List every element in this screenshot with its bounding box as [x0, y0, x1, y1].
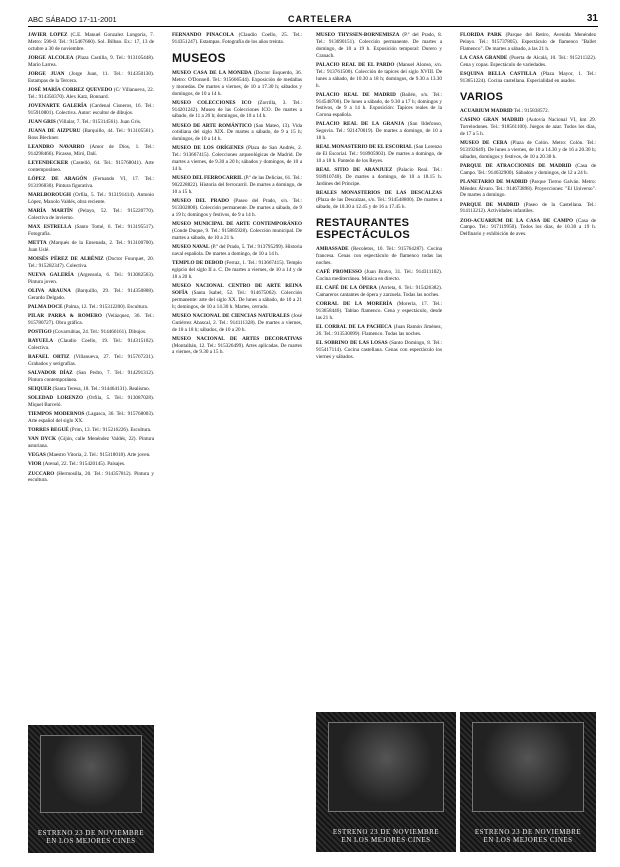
- listing-details: (Barquillo, 29. Tel.: 914350808). Gerardo Delgado.: [28, 288, 154, 301]
- ad-text: [464, 828, 592, 844]
- listing-details: (José Gutiérrez Abascal, 2. Tel.: 914111328). De martes a viernes, de 10 a 18 h; sábados, de 10 a 20 h.: [172, 312, 302, 333]
- listing-name: MUSEO COLECCIONES ICO: [172, 99, 252, 106]
- listing-details: (Conde Duque, 9. Tel.: 915885928). Colección municipal. De martes a sábado, de 10 a 21 h.: [172, 227, 302, 241]
- listing-entry: [28, 32, 154, 53]
- listing-details: (Villalar, 7. Tel.: 915314561). Juan Gris.: [57, 118, 142, 125]
- listing-entry: [460, 55, 596, 69]
- listing-entry: [172, 145, 302, 173]
- listing-entry: [28, 395, 154, 409]
- listing-name: MAX ESTRELLA: [28, 224, 72, 230]
- listing-details: (San Lorenzo de El Escorial. Tel.: 918905903). De martes a domingo, de 10 a 18 h. Panteón de los Reyes.: [316, 144, 442, 165]
- listing-name: JORGE JUAN: [28, 70, 65, 77]
- listing-entry: [28, 354, 154, 368]
- listing-details: (Plaza de las Descalzas, s/n. Tel.: 914548800). De martes a sábado, de 10.30 a 12.45 y de 16 a 17.45 h.: [316, 197, 442, 210]
- ad-text-line1: ESTRENO 23 DE NOVIEMBRE: [37, 829, 145, 837]
- listing-details: (Covarrubias, 24. Tel.: 914466161). Dibujos.: [52, 329, 147, 336]
- listing-name: NUEVA GALERÍA: [28, 272, 74, 278]
- listing-name: OLIVA ARAUNA: [28, 288, 71, 294]
- listing-details: (Doctor Fourquet, 20. Tel.: 915282347). Colectiva.: [28, 256, 154, 269]
- ad-image: [40, 735, 142, 813]
- listing-entry: [28, 128, 154, 142]
- listing-name: PALACIO REAL DE EL PARDO: [316, 61, 395, 68]
- listing-details: (Pelayo, 52. Tel.: 915220770). Colectiva de invierno.: [28, 208, 154, 221]
- listing-details: (Puerta de Alcalá, 10. Tel.: 915211322). Cena y copas. Espectáculo de variedades.: [460, 54, 596, 68]
- listing-details: (Plaza de Colón. Metro: Colón. Tel.: 913192649). De lunes a viernes, de 10 a 14.30 y de 16 a 20.30 h; sábados, domingos y festivos, de 10 a 20.30 h.: [460, 139, 596, 160]
- listing-details: (Autovía Nacional VI, km 29. Torrelodones. Tel.: 918561100). Juegos de azar. Todos los días, de 17 a 5 h.: [460, 116, 596, 137]
- listing-details: (Lagasca, 36. Tel.: 915768003). Arte español del siglo XX.: [28, 411, 154, 425]
- listing-entry: [28, 71, 154, 85]
- listing-details: (San Pedro, 7. Tel.: 914291312). Pintura contemporánea.: [28, 370, 154, 384]
- listing-details: (Juan Ramón Jiménez, 26. Tel.: 913530099). Flamenco. Todas las noches.: [316, 323, 442, 337]
- listing-entry: [28, 452, 154, 459]
- listing-details: (Argensola, 6. Tel.: 913082563). Pintura joven.: [28, 272, 154, 285]
- listing-entry: [316, 246, 442, 267]
- listing-name: JAVIER LÓPEZ: [28, 32, 68, 38]
- listing-entry: [28, 461, 154, 468]
- listing-name: POSTIGO: [28, 329, 52, 336]
- listing-name: EL CORRAL DE LA PACHECA: [316, 323, 392, 330]
- listing-name: CAFÉ PROMESSO: [316, 268, 362, 275]
- section-title-line1: RESTAURANTES: [316, 216, 410, 229]
- listing-entry: [28, 370, 154, 384]
- listing-details: (Prim, 13. Tel.: 915216226). Escultura.: [70, 427, 152, 434]
- listing-name: MUSEO DEL PRADO: [172, 198, 229, 205]
- listing-name: LEYENDECKER: [28, 160, 69, 166]
- listing-details: (Castelló, 64. Tel.: 915768041). Arte contemporáneo.: [28, 160, 154, 173]
- intro-entry: [172, 32, 302, 46]
- listing-details: (Gijón, calle Menéndez Valdés, 22). Pintura asturiana.: [28, 436, 154, 450]
- listing-details: (Palma, 12. Tel.: 915312200). Escultura.: [63, 304, 149, 310]
- listing-entry: [460, 140, 596, 161]
- listing-details: (Velázquez, 36. Tel.: 915780727). Obra gráfica.: [28, 313, 154, 326]
- listing-name: LÓPEZ DE ARAGÓN: [28, 176, 88, 182]
- listing-entry: [316, 324, 442, 338]
- listing-name: ZUCCARO: [28, 470, 55, 477]
- page-header: [28, 14, 598, 27]
- listing-details: (P.º del Prado, 5. Tel.: 913795299). Historia naval española. De martes a domingo, de 10 a 14 h.: [172, 243, 302, 257]
- listing-details: (Fernando VI, 17. Tel.: 913196830). Pintura figurativa.: [28, 176, 154, 189]
- listing-entry: [316, 269, 442, 283]
- listing-name: TORRES BEGUÉ: [28, 427, 69, 434]
- listing-details: (Recoletos, 10. Tel.: 915764287). Cocina francesa. Cenas con espectáculo de flamenco todas las noches.: [316, 245, 442, 266]
- listing-details: (Orfila, 5. Tel.: 913191414). Antonio López, Manolo Valdés, obra reciente.: [28, 192, 154, 205]
- listing-entry: [28, 338, 154, 352]
- listing-name: JORGE ALCOLEA: [28, 54, 74, 61]
- listing-name: CORRAL DE LA MORERÍA: [316, 300, 393, 307]
- ad-text: [32, 829, 150, 845]
- listing-name: MUSEO NAVAL: [172, 243, 210, 250]
- listing-entry: [28, 313, 154, 327]
- listing-name: PARQUE DE ATRACCIONES DE MADRID: [460, 162, 572, 169]
- listing-name: PALACIO REAL DE LA GRANJA: [316, 121, 405, 128]
- listing-entry: [316, 301, 442, 322]
- listing-name: RAFAEL ORTIZ: [28, 354, 70, 361]
- listing-details: (Parque Tierno Galván. Metro: Méndez Álvaro. Tel.: 914673898). Proyecciones: "El Universo". De martes a domingo.: [460, 178, 596, 199]
- section-title-line2: ESPECTÁCULOS: [316, 228, 411, 241]
- listing-entry: [316, 167, 442, 188]
- listing-name: LA CASA GRANDE: [460, 54, 508, 61]
- listing-details: (Casa de Campo. Tel.: 917119950). Todos los días, de 10.30 a 19 h. Delfinario y exhibición de aves.: [460, 217, 596, 238]
- listing-entry: [172, 123, 302, 144]
- listing-entry: [28, 272, 154, 286]
- museum-list: [172, 70, 302, 357]
- listing-entry: [172, 336, 302, 357]
- listing-name: EL SOBRINO DE LAS LOSAS: [316, 339, 388, 346]
- listing-details: (Santo Domingo, 8. Tel.: 915417114). Cocina castellana. Cenas con espectáculo los viernes y sábados.: [316, 339, 442, 360]
- listing-entry: [28, 256, 154, 270]
- listing-entry: [316, 32, 442, 60]
- ad-text-line1: ESTRENO 23 DE NOVIEMBRE: [474, 828, 582, 836]
- listing-details: (Paseo del Prado, s/n. Tel.: 913302800). Colección permanente. De martes a sábado, de 9 a 19 h; domingos y festivos, de 9 a 14 h.: [172, 198, 302, 218]
- listing-entry: [28, 176, 154, 190]
- listing-details: (Juan Bravo, 31. Tel.: 914311102). Cocina mediterránea. Música en directo.: [316, 268, 442, 282]
- column-various: [460, 32, 596, 592]
- header-date: ABC SÁBADO 17-11-2001: [28, 15, 117, 24]
- listing-name: AMBASSADE: [316, 245, 349, 252]
- listing-name: MUSEO DE ARTE ROMÁNTICO: [172, 122, 252, 129]
- listing-entry: [460, 108, 596, 115]
- column-galleries: [28, 32, 154, 722]
- listing-entry: [28, 304, 154, 311]
- listing-entry: [172, 260, 302, 281]
- listing-name: MOISÉS PÉREZ DE ALBÉNIZ: [28, 256, 104, 262]
- listing-name: PALACIO REAL DE MADRID: [316, 91, 396, 98]
- intro-entry-name: FERNANDO PINACOLA: [172, 32, 234, 38]
- listing-name: CASINO GRAN MADRID: [460, 116, 524, 123]
- listing-name: MUSEO NACIONAL CENTRO DE ARTE REINA SOFÍA: [172, 282, 302, 296]
- listing-name: MUSEO THYSSEN-BORNEMISZA: [316, 32, 400, 38]
- listing-name: SOLEDAD LORENZO: [28, 395, 84, 402]
- listing-entry: [460, 202, 596, 216]
- listing-entry: [28, 119, 154, 126]
- listing-entry: [172, 100, 302, 121]
- listing-name: JUAN GRIS: [28, 118, 56, 125]
- movie-advertisement-1: [28, 725, 154, 853]
- listing-entry: [460, 117, 596, 138]
- listing-entry: [28, 87, 154, 101]
- listing-details: (Montalbán, 12. Tel.: 915326499). Artes aplicadas. De martes a viernes, de 9.30 a 15 h.: [172, 342, 302, 356]
- listing-entry: [172, 244, 302, 258]
- listing-details: (Hermosilla, 20. Tel.: 914357812). Pintura y escultura.: [28, 470, 154, 484]
- listing-details: (Zorrilla, 3. Tel.: 914201242). Museo de las Colecciones ICO. De martes a sábado, de 11 a 20 h; domingos, de 10 a 14 h.: [172, 99, 302, 120]
- listing-entry: [28, 144, 154, 158]
- listing-name: REAL SITIO DE ARANJUEZ: [316, 167, 393, 174]
- ad-image: [328, 722, 444, 812]
- listing-name: REAL MONASTERIO DE EL ESCORIAL: [316, 144, 413, 151]
- listing-details: (Claudio Coello, 19. Tel.: 914315102). Colectiva.: [28, 338, 154, 352]
- listing-name: METTA: [28, 240, 47, 246]
- venue-list: [460, 32, 596, 85]
- museum-list-cont: [316, 32, 442, 211]
- listing-entry: [28, 471, 154, 485]
- listing-details: (Plaza de San Andrés, 2. Tel.: 913667415). Colecciones arqueológicas de Madrid. De martes a viernes, de 9.30 a 20 h; sábados y domingos, de 10 a 14 h.: [172, 145, 302, 173]
- listing-entry: [460, 163, 596, 177]
- listing-name: REALES MONASTERIOS DE LAS DESCALZAS: [316, 190, 442, 197]
- listing-entry: [28, 288, 154, 302]
- listing-details: (San Ildefonso, Segovia. Tel.: 921470019). De martes a domingo, de 10 a 18 h.: [316, 121, 442, 142]
- listing-details: (San Mateo, 13). Vida cotidiana del siglo XIX. De martes a sábado, de 9 a 15 h; domingos, de 10 a 14 h.: [172, 122, 302, 143]
- listing-entry: [28, 224, 154, 238]
- listing-entry: [316, 62, 442, 90]
- listing-name: PARQUE DE MADRID: [460, 201, 520, 208]
- listing-details: (Cardenal Cisneros, 16. Tel.: 915910801). Colectiva. Autor: escultor de dibujos.: [28, 102, 154, 116]
- listing-entry: [316, 285, 442, 299]
- listing-details: (Palacio Real. Tel.: 918910740). De martes a domingo, de 10 a 18.15 h. Jardines del Príncipe.: [316, 167, 442, 188]
- restaurant-list: [316, 246, 442, 361]
- listing-details: (P.º de las Delicias, 61. Tel.: 902228822). Historia del ferrocarril. De martes a domingo, de 10 a 15 h.: [172, 175, 302, 196]
- listing-details: (Doctor Esquerdo, 36. Metro: O'Donnell. Tel.: 915666544). Exposición de medallas y monedas. De martes a viernes, de 10 a 17.30 h; sábados y domingos, de 10 a 14 h.: [172, 69, 302, 97]
- listing-details: (Ferraz, 1. Tel.: 913667415). Templo egipcio del siglo II a. C. De martes a viernes, de 10 a 14 y de 18 a 20 h.: [172, 259, 302, 280]
- listing-details: (Manuel Alonso, s/n. Tel.: 913761500). Colección de tapices del siglo XVIII. De lunes a sábado, de 10.30 a 18 h; domingos, de 9.30 a 13.30 h.: [316, 61, 442, 89]
- listing-details: (Barquillo, 44. Tel.: 913105561). Ross Bleckner.: [28, 128, 154, 141]
- listing-details: (Bailén, s/n. Tel.: 914548700). De lunes a sábado, de 9.30 a 17 h; domingos y festivos, de 9 a 14 h. Exposición: Tapices reales de la Corona española.: [316, 91, 442, 119]
- column-museums-restaurants: [316, 32, 442, 672]
- listing-details: (C/ Villanueva, 22. Tel.: 914350370). Alex Katz, Bonnard.: [28, 86, 154, 100]
- listing-entry: [316, 121, 442, 142]
- listing-name: MUSEO DE CERA: [460, 139, 508, 146]
- intro-entry-text: (Claudio Coello, 25. Tel.: 914351247). Estampas. Fotografía de los años treinta.: [172, 32, 302, 45]
- listing-entry: [316, 340, 442, 361]
- listing-name: MUSEO NACIONAL DE ARTES DECORATIVAS: [172, 335, 302, 342]
- listing-entry: [28, 55, 154, 69]
- section-title-varios: VARIOS: [460, 90, 504, 103]
- movie-advertisement-2: [316, 712, 456, 852]
- listing-details: (Plaza Castilla, 9. Tel.: 913105448). Mario Larrea.: [28, 54, 154, 68]
- listing-details: (Villanueva, 27. Tel.: 915767231). Grabados y serigrafías.: [28, 354, 154, 368]
- listing-name: ACUARIUM MADRID: [460, 107, 513, 114]
- listing-entry: [172, 313, 302, 334]
- varios-list: [460, 108, 596, 239]
- listing-details: (Jorge Juan, 11. Tel.: 914350130). Estampas de la Tercera.: [28, 70, 154, 84]
- listing-name: ESQUINA BELLA CASTILLA: [460, 70, 537, 77]
- listing-entry: [28, 329, 154, 336]
- listing-name: VEGAS: [28, 452, 46, 459]
- listing-name: RAYUELA: [28, 338, 54, 345]
- page-number: 31: [586, 13, 598, 24]
- listing-entry: [460, 71, 596, 85]
- listing-entry: [172, 70, 302, 98]
- listing-name: VIOR: [28, 461, 42, 468]
- section-name: CARTELERA: [288, 14, 353, 24]
- listing-name: MUSEO NACIONAL DE CIENCIAS NATURALES: [172, 312, 290, 319]
- listing-name: SEIQUER: [28, 386, 52, 393]
- listing-details: (Marqués de la Ensenada, 2. Tel.: 913100700). Juan Uslé.: [28, 240, 154, 253]
- listing-name: EL CAFÉ DE LA ÓPERA: [316, 284, 377, 291]
- listing-name: MUSEO CASA DE LA MONEDA: [172, 69, 252, 76]
- listing-name: MUSEO MUNICIPAL DE ARTE CONTEMPORÁNEO: [172, 221, 302, 228]
- listing-entry: [172, 221, 302, 242]
- listing-entry: [28, 427, 154, 434]
- section-title-museos: MUSEOS: [172, 50, 226, 65]
- listing-name: PLANETARIO DE MADRID: [460, 178, 528, 185]
- listing-entry: [28, 192, 154, 206]
- listing-details: (Santo Tomé, 6. Tel.: 913195517). Fotografía.: [28, 224, 154, 237]
- listing-details: (Morería, 17. Tel.: 913658446). Tablao flamenco. Cena y espectáculo, desde las 21 h.: [316, 300, 442, 321]
- listing-name: TEMPLO DE DEBOD: [172, 259, 224, 266]
- listing-name: JOSÉ MARÍA CORREZ QUEVEDO: [28, 86, 113, 93]
- listing-name: MARÍA MARTÍN: [28, 208, 73, 214]
- listing-entry: [316, 92, 442, 120]
- listing-entry: [28, 208, 154, 222]
- listing-name: JOVENARTE GALERÍA: [28, 102, 87, 109]
- listing-details: (Arenal, 22. Tel.: 915420145). Paisajes.: [42, 461, 126, 468]
- listing-name: MUSEO DE LOS ORÍGENES: [172, 145, 244, 152]
- listing-details: (Plaza Mayor, 1. Tel.: 913651224). Cocina castellana. Especialidad en asados.: [460, 70, 596, 84]
- listing-details: Tel.: 915838572.: [513, 107, 550, 114]
- listing-details: (Arrieta, 6. Tel.: 915426382). Camareros cantantes de ópera y zarzuela. Todas las noches.: [316, 284, 442, 298]
- listing-entry: [172, 198, 302, 219]
- listing-entry: [460, 32, 596, 53]
- listing-entry: [460, 179, 596, 200]
- listing-entry: [28, 160, 154, 174]
- listing-name: MUSEO DEL FERROCARRIL: [172, 175, 243, 182]
- listing-name: PILAR PARRA & ROMERO: [28, 313, 102, 320]
- listing-details: (C.E. Manuel Gonzalez Longoria, 7. Metro: 590-8. Tel.: 915467660). Sol. Bilbao. Ex.: 17, 13 de octubre a 30 de noviembre.: [28, 32, 154, 52]
- column-museums: [172, 32, 302, 852]
- ad-text-line2: EN LOS MEJORES CINES: [483, 836, 573, 844]
- listing-name: FLORIDA PARK: [460, 32, 502, 38]
- listing-details: (P.º del Prado, 8. Tel.: 913690151). Colección permanente. De martes a domingo, de 10 a 19 h. Exposición temporal: Durero y Cranach.: [316, 32, 442, 59]
- ad-text-line2: EN LOS MEJORES CINES: [46, 837, 136, 845]
- listing-details: (Maestro Vitoria, 2. Tel.: 915318018). Arte joven.: [47, 452, 151, 459]
- listing-entry: [28, 103, 154, 117]
- movie-advertisement-3: [460, 712, 596, 852]
- listing-entry: [28, 240, 154, 254]
- ad-text: [320, 828, 452, 844]
- listing-details: (Orfila, 5. Tel.: 913087028). Miquel Barceló.: [28, 395, 154, 409]
- listing-name: ZOO-ACUARIUM DE LA CASA DE CAMPO: [460, 217, 574, 224]
- listing-details: (Santa Teresa, 18. Tel.: 914464131). Realismo.: [52, 386, 150, 393]
- listing-details: (Amor de Dios, 1. Tel.: 914298466). Picasso, Miró, Dalí.: [28, 144, 154, 157]
- listing-name: JUANA DE AIZPURU: [28, 128, 81, 134]
- section-title-restaurantes: [316, 217, 442, 241]
- listing-details: (Parque del Retiro, Avenida Menéndez Pelayo. Tel.: 915737805). Espectáculo de flamenco "Ballet Flamenco". De martes a sábado, a las 21 h.: [460, 32, 596, 52]
- listing-name: VAN DYCK: [28, 436, 57, 443]
- listing-name: TIEMPOS MODERNOS: [28, 411, 85, 418]
- listing-details: (Paseo de la Castellana. Tel.: 914113212). Actividades infantiles.: [460, 201, 596, 215]
- listing-entry: [316, 190, 442, 211]
- listing-entry: [316, 144, 442, 165]
- listing-details: (Santa Isabel, 52. Tel.: 914675062). Colección permanente: arte del siglo XX. De lunes a sábado, de 10 a 21 h; domingos, de 10 a 14.30 h. Martes, cerrado.: [172, 289, 302, 310]
- gallery-list: [28, 32, 154, 484]
- listing-entry: [460, 218, 596, 239]
- listing-details: (Casa de Campo. Tel.: 914632900). Sábados y domingos, de 12 a 24 h.: [460, 162, 596, 176]
- listing-entry: [172, 175, 302, 196]
- listing-name: PALMA DOCE: [28, 304, 63, 310]
- listing-entry: [28, 386, 154, 393]
- ad-text-line2: EN LOS MEJORES CINES: [341, 836, 431, 844]
- listing-entry: [172, 283, 302, 311]
- ad-image: [472, 722, 584, 812]
- listing-entry: [28, 411, 154, 425]
- listing-name: MARLBOROUGH: [28, 192, 71, 198]
- listing-entry: [28, 436, 154, 450]
- ad-text-line1: ESTRENO 23 DE NOVIEMBRE: [332, 828, 440, 836]
- listing-name: LEANDRO NAVARRO: [28, 144, 85, 150]
- listing-name: SALVADOR DÍAZ: [28, 370, 73, 377]
